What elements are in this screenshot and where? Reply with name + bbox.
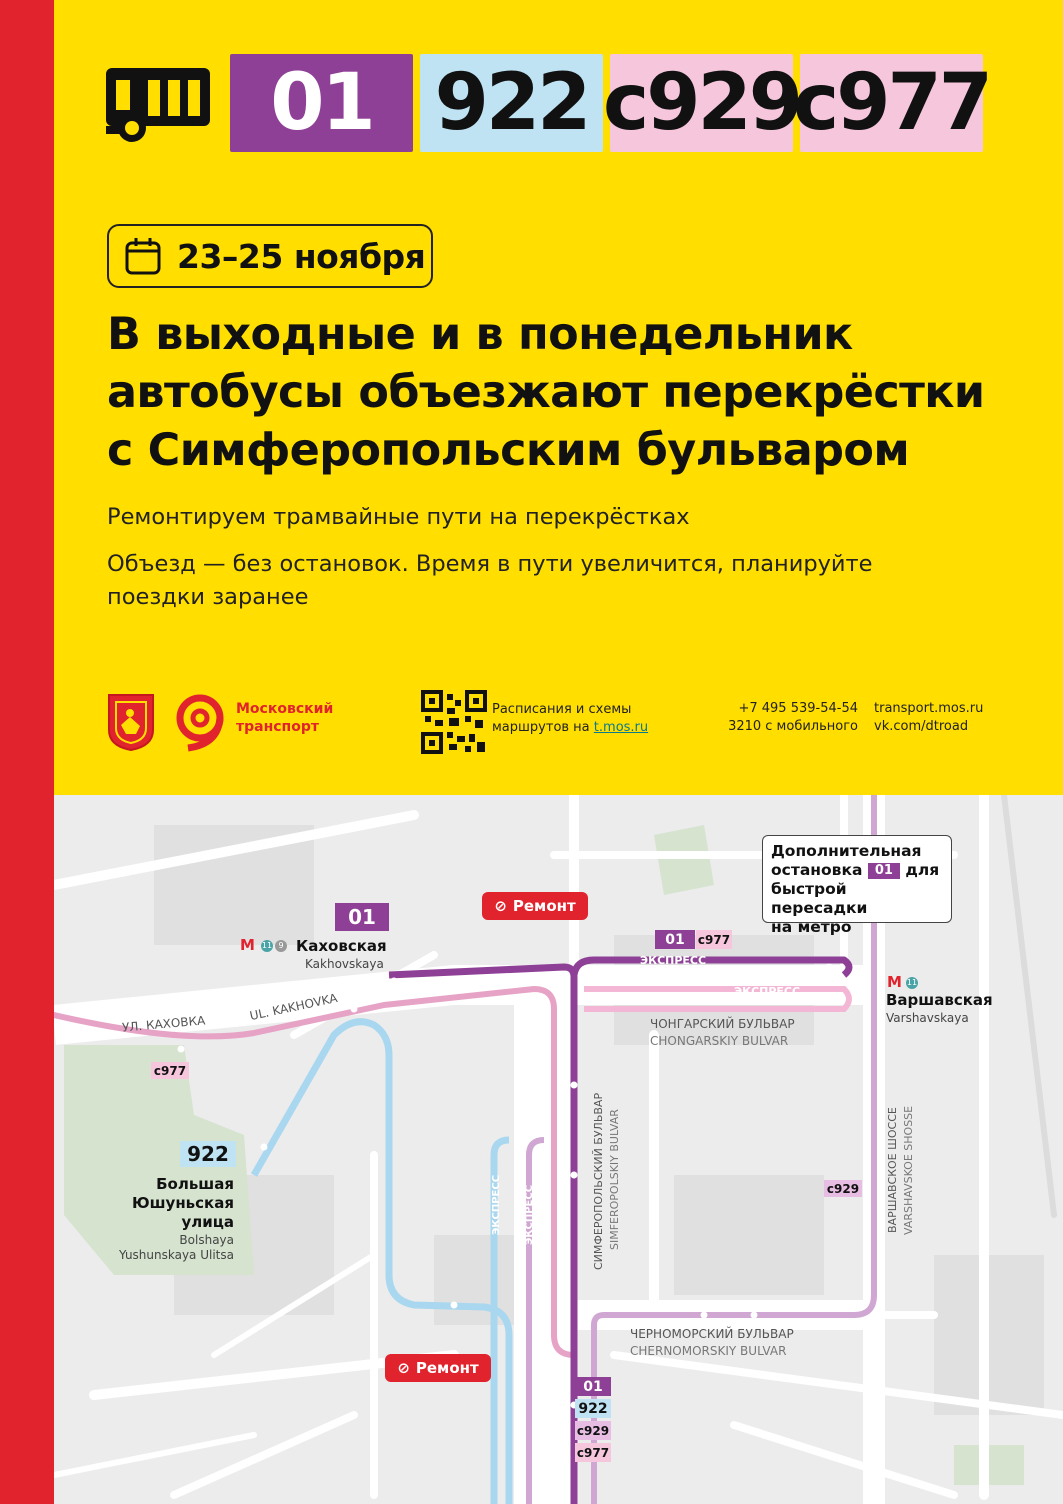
stop-label-ru <box>130 1175 234 1232</box>
map-tag-c977-express: с977 <box>696 930 732 949</box>
simferopolsky-ru: СИМФЕРОПОЛЬСКИЙ БУЛЬВАР <box>592 1092 605 1270</box>
subtitle-repair: Ремонтируем трамвайные пути на перекрёстках <box>107 504 690 530</box>
callout-line-2b: для <box>905 861 940 879</box>
brand-name <box>236 700 333 736</box>
route-badge-c977: с977 <box>800 54 983 152</box>
express-label-purple: ЭКСПРЕСС <box>640 954 707 967</box>
mobile-number: 3210 с мобильного <box>728 719 858 734</box>
map-tag-c977-bottom: с977 <box>575 1443 611 1462</box>
route-badge-922: 922 <box>420 54 603 152</box>
no-entry-icon: ⊘ <box>397 1359 410 1377</box>
bus-icon <box>104 66 216 146</box>
extra-stop-callout <box>762 835 952 936</box>
route-badge-01: 01 <box>230 54 413 152</box>
date-text: 23–25 ноября <box>177 236 426 276</box>
repair-badge-top <box>482 892 588 920</box>
ul-kakhovka-ru: УЛ. КАХОВКА <box>121 1013 206 1035</box>
callout-route-tag: 01 <box>868 863 900 879</box>
brand-line-1: Московский <box>236 701 334 717</box>
vk-link[interactable]: vk.com/dtroad <box>874 719 969 734</box>
schedule-info-line-2: маршрутов на <box>492 720 590 735</box>
repair-label-bottom: Ремонт <box>415 1359 479 1377</box>
stop-label-ru-1: Большая <box>156 1175 234 1193</box>
repair-badge-bottom <box>385 1354 491 1382</box>
callout-line-1: Дополнительная <box>771 842 922 860</box>
no-entry-icon: ⊘ <box>494 897 507 915</box>
metro-line-11-icon: 11 <box>261 941 273 950</box>
kakhovskaya-en: Kakhovskaya <box>305 957 384 971</box>
moscow-coat-of-arms-icon <box>106 692 156 752</box>
express-label-vertical-pink: ЭКСПРЕСС <box>524 1184 535 1245</box>
subtitle-detour: Объезд — без остановок. Время в пути увеличится, планируйте поездки заранее <box>107 551 873 610</box>
detour-map <box>54 795 1063 1504</box>
varshavskoe-en: VARSHAVSKOE SHOSSE <box>902 1105 915 1235</box>
map-tag-01-express: 01 <box>655 930 695 949</box>
chongarsky-ru: ЧОНГАРСКИЙ БУЛЬВАР <box>650 1017 795 1031</box>
kakhovskaya-ru: Каховская <box>296 937 387 955</box>
headline <box>107 306 1007 480</box>
stop-label-en <box>94 1233 234 1263</box>
map-tag-922-bottom: 922 <box>575 1399 611 1418</box>
route-badge-c929: с929 <box>610 54 793 152</box>
phone-info <box>720 700 858 736</box>
schedule-info-line-1: Расписания и схемы <box>492 702 632 717</box>
varshavskaya-en: Varshavskaya <box>886 1011 969 1025</box>
chernomorsky-en: CHERNOMORSKIY BULVAR <box>630 1344 787 1358</box>
metro-icon-varshavskaya: М <box>887 973 902 991</box>
map-tag-922: 922 <box>180 1141 236 1167</box>
map-tag-01-kakhovskaya: 01 <box>335 903 389 931</box>
headline-line-1: В выходные и в понедельник <box>107 309 853 360</box>
repair-label-top: Ремонт <box>512 897 576 915</box>
chongarsky-en: CHONGARSKIY BULVAR <box>650 1034 789 1048</box>
express-label-pink: ЭКСПРЕСС <box>734 985 801 998</box>
stop-label-ru-2: Юшуньская <box>132 1194 234 1212</box>
ul-kakhovka-en: UL. KAKHOVKA <box>248 990 339 1024</box>
map-tag-c977-left: с977 <box>151 1062 189 1079</box>
phone-number[interactable]: +7 495 539-54-54 <box>738 701 858 716</box>
varshavskaya-ru: Варшавская <box>886 991 993 1009</box>
web-info <box>874 700 983 736</box>
date-badge <box>107 224 433 288</box>
callout-line-2: остановка <box>771 861 863 879</box>
metro-line-9-icon: 9 <box>275 940 287 952</box>
express-label-blue: ЭКСПРЕСС <box>491 1174 502 1235</box>
varshavskoe-ru: ВАРШАВСКОЕ ШОССЕ <box>886 1107 899 1233</box>
moscow-transport-logo-icon <box>170 692 226 752</box>
callout-line-4: на метро <box>771 918 852 936</box>
headline-line-3: с Симферопольским бульваром <box>107 425 910 476</box>
site-link[interactable]: t.mos.ru <box>593 720 649 735</box>
metro-line-11-icon-varshavskaya: 11 <box>906 978 918 987</box>
metro-icon: М <box>240 936 255 954</box>
map-tag-01-bottom: 01 <box>575 1377 611 1396</box>
map-tag-c929-right: с929 <box>824 1180 862 1197</box>
website-link[interactable]: transport.mos.ru <box>874 701 984 716</box>
calendar-icon <box>123 236 163 276</box>
headline-line-2: автобусы объезжают перекрёстки <box>107 367 985 418</box>
stop-label-en-1: Bolshaya <box>179 1233 234 1247</box>
simferopolsky-en: SIMFEROPOLSKIY BULVAR <box>608 1109 621 1250</box>
stop-label-en-2: Yushunskaya Ulitsa <box>118 1248 234 1262</box>
map-tag-c929-bottom: с929 <box>575 1421 611 1440</box>
qr-code-icon <box>421 690 487 754</box>
left-red-stripe <box>0 0 54 1504</box>
callout-line-3: быстрой пересадки <box>771 880 868 917</box>
schedule-info <box>492 701 648 737</box>
chernomorsky-ru: ЧЕРНОМОРСКИЙ БУЛЬВАР <box>630 1327 794 1341</box>
stop-label-ru-3: улица <box>181 1213 234 1231</box>
brand-line-2: транспорт <box>236 719 319 735</box>
